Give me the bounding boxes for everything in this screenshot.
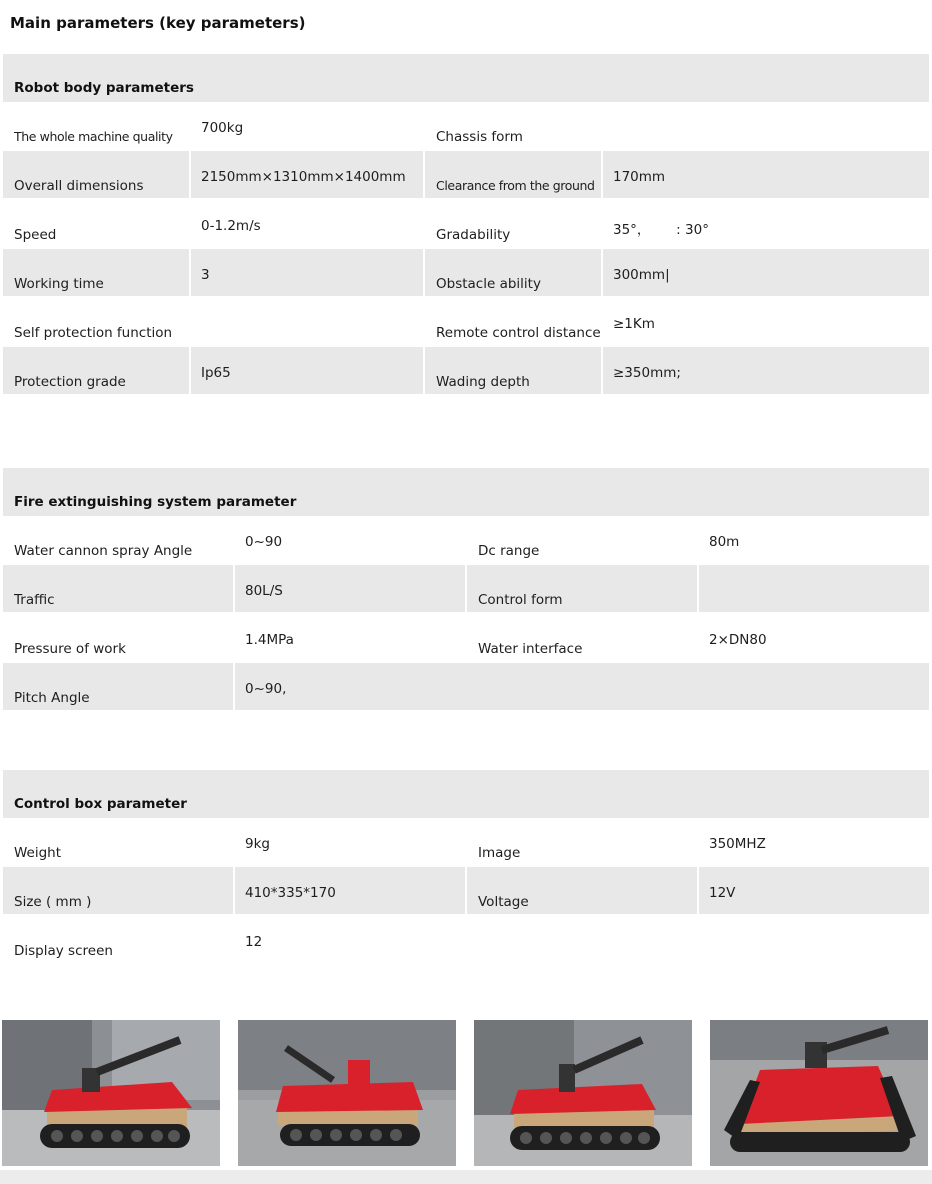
param-label: Traffic	[3, 565, 233, 612]
table-row	[3, 249, 929, 298]
section-title: Fire extinguishing system parameter	[14, 494, 297, 510]
param-value: 0-1.2m/s	[201, 218, 261, 234]
control-box-section	[3, 770, 929, 965]
table-row	[3, 565, 929, 614]
section-title: Robot body parameters	[14, 80, 194, 96]
table-row	[3, 818, 929, 867]
param-value: Ip65	[191, 347, 423, 394]
param-label: Water interface	[478, 641, 583, 657]
param-value: ≥350mm;	[603, 347, 929, 394]
param-value	[603, 102, 929, 149]
param-label: Image	[478, 845, 521, 861]
section-header	[3, 468, 929, 516]
section-title: Control box parameter	[14, 796, 187, 812]
robot-body-section	[3, 54, 929, 396]
param-label: Pitch Angle	[3, 663, 233, 710]
param-label: Weight	[14, 845, 62, 861]
footer-strip	[0, 1170, 932, 1184]
photo-gallery	[0, 1020, 932, 1166]
table-row	[3, 298, 929, 347]
param-label: Obstacle ability	[425, 249, 601, 296]
param-label: Clearance from the ground	[425, 151, 601, 198]
param-value: 80m	[709, 534, 740, 550]
param-label: Self protection function	[14, 325, 173, 341]
section-header	[3, 54, 929, 102]
param-label: Pressure of work	[14, 641, 126, 657]
param-label: Protection grade	[3, 347, 189, 394]
param-label: Voltage	[467, 867, 697, 914]
param-value: 700kg	[201, 120, 244, 136]
table-row	[3, 516, 929, 565]
param-label: Dc range	[478, 543, 540, 559]
param-label: Chassis form	[436, 129, 523, 145]
param-value: 0~90,	[235, 663, 929, 710]
param-value: 170mm	[603, 151, 929, 198]
param-value: 35°， : 30°	[613, 222, 709, 238]
section-header	[3, 770, 929, 818]
param-value: 350MHZ	[709, 836, 766, 852]
param-value: 1.4MPa	[245, 632, 294, 648]
robot-photo-icon	[474, 1020, 692, 1166]
param-label: Display screen	[14, 943, 113, 959]
page-title: Main parameters (key parameters)	[10, 14, 306, 32]
param-value: 80L/S	[235, 565, 465, 612]
param-label: The whole machine quality	[14, 129, 173, 144]
param-value: ≥1Km	[613, 316, 655, 332]
table-row	[3, 916, 929, 965]
table-row	[3, 102, 929, 151]
table-row	[3, 614, 929, 663]
param-value: 12	[245, 934, 263, 950]
param-value: 410*335*170	[235, 867, 465, 914]
fire-system-section	[3, 468, 929, 712]
param-label: Speed	[14, 227, 57, 243]
param-value: 2150mm×1310mm×1400mm	[191, 151, 423, 198]
param-label: Working time	[3, 249, 189, 296]
param-value: 300mm|	[603, 249, 929, 296]
table-row	[3, 347, 929, 396]
param-value: 12V	[699, 867, 929, 914]
param-label: Remote control distance	[436, 325, 601, 341]
param-value: 3	[191, 249, 423, 296]
param-value	[699, 565, 929, 612]
param-label: Control form	[467, 565, 697, 612]
param-label: Size ( mm )	[3, 867, 233, 914]
param-value	[191, 298, 423, 345]
table-row	[3, 200, 929, 249]
param-label: Wading depth	[425, 347, 601, 394]
table-row	[3, 867, 929, 916]
param-value: 9kg	[245, 836, 270, 852]
param-label: Gradability	[436, 227, 511, 243]
table-row	[3, 151, 929, 200]
table-row	[3, 663, 929, 712]
param-label: Overall dimensions	[3, 151, 189, 198]
param-value: 0~90	[245, 534, 283, 550]
robot-photo-icon	[238, 1020, 456, 1166]
robot-photo-icon	[710, 1020, 928, 1166]
robot-photo-icon	[2, 1020, 220, 1166]
param-value: 2×DN80	[709, 632, 767, 648]
param-label: Water cannon spray Angle	[14, 543, 193, 559]
